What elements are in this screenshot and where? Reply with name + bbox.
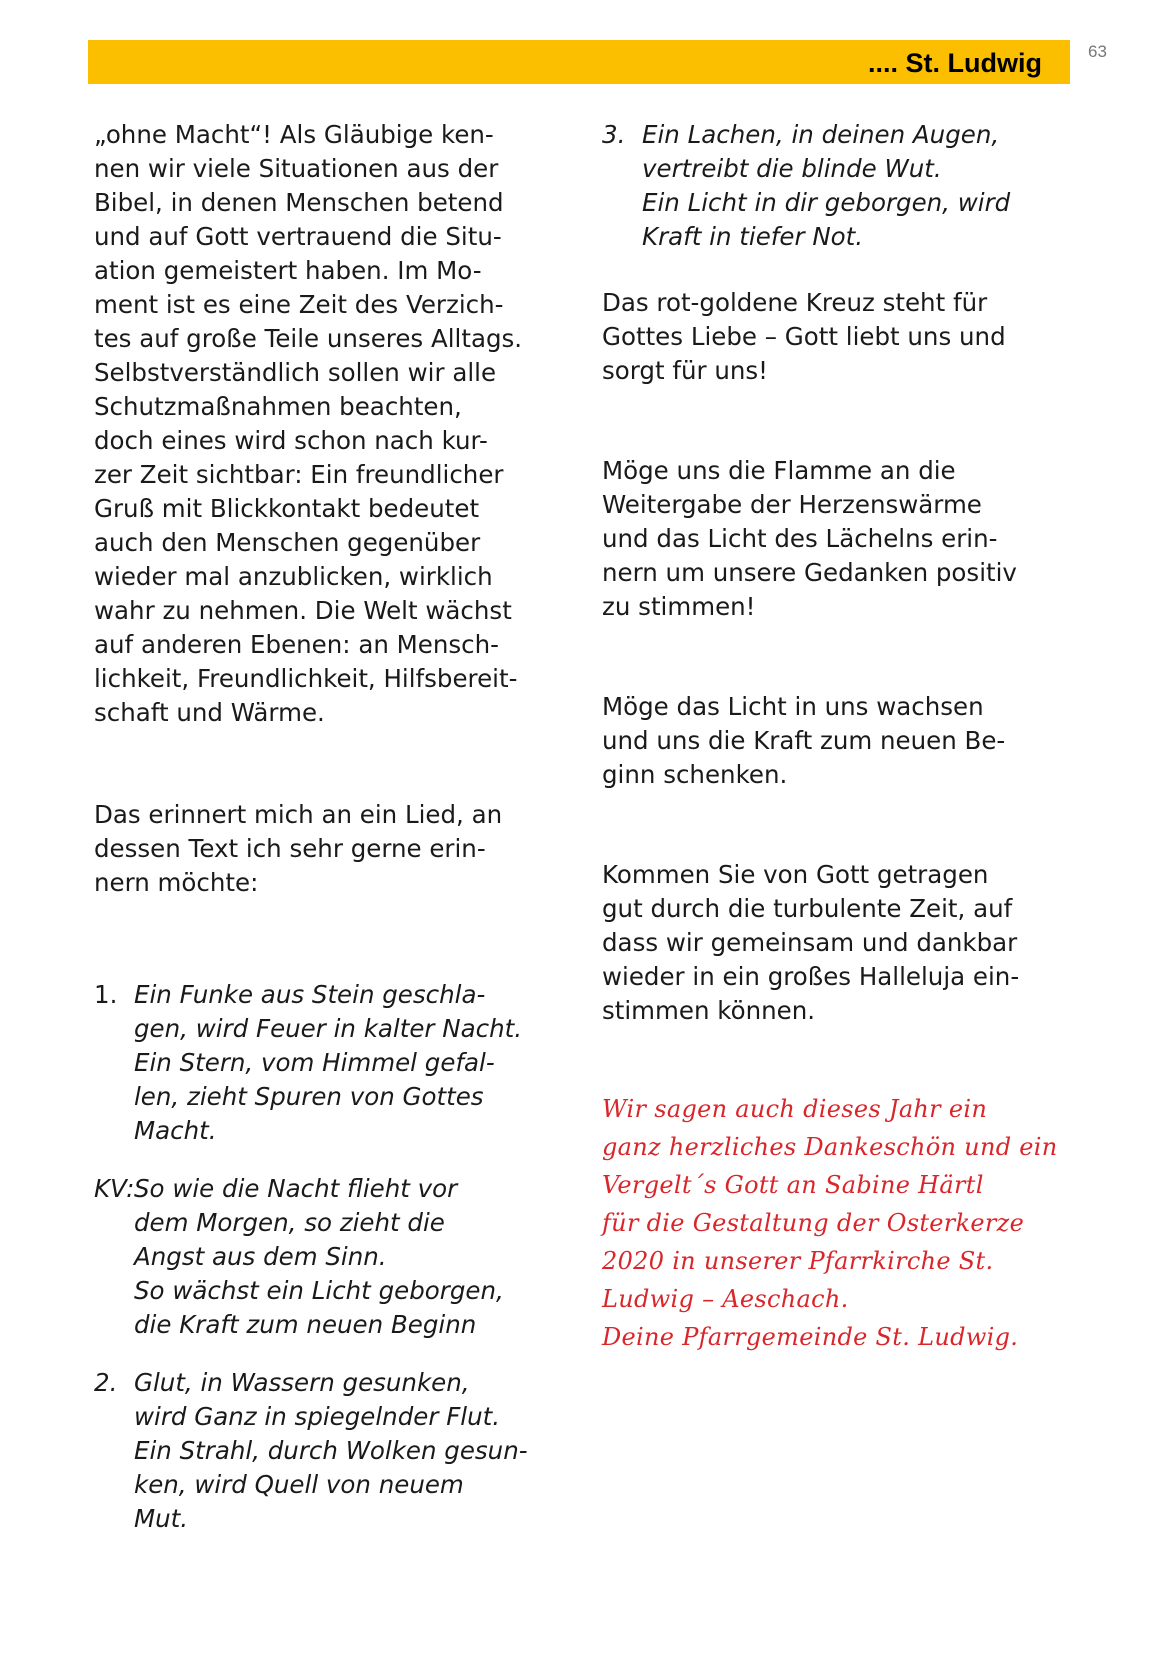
light-paragraph: Möge das Licht in uns wachsen und uns die Kraft zum neuen Be- ginn schenken. [602,692,1006,789]
verse-2-text: Glut, in Wassern gesunken, wird Ganz in spiegelnder Flut. Ein Strahl, durch Wolken gesun- ken, wird Quell von neuem Mut. [134,1368,528,1533]
verse-3-number: 3. [602,120,626,149]
refrain-label: KV: [94,1174,135,1203]
verse-3 [602,118,1072,254]
thanks-note: Wir sagen auch dieses Jahr ein ganz herzliches Dankeschön und ein Vergelt´s Gott an Sabine Härtl für die Gestaltung der Osterkerze 2020 in unserer Pfarrkirche St. Ludwig – Aeschach. Deine Pfarrgemeinde St. Ludwig. [602,1095,1058,1351]
left-column [94,118,564,1536]
verse-1-text: Ein Funke aus Stein geschla- gen, wird Feuer in kalter Nacht. Ein Stern, vom Himmel gefal- len, zieht Spuren von Gottes Macht. [134,980,523,1145]
verse-3-text: Ein Lachen, in deinen Augen, vertreibt die blinde Wut. Ein Licht in dir geborgen, wird Kraft in tiefer Not. [642,120,1011,251]
cross-paragraph: Das rot-goldene Kreuz steht für Gottes Liebe – Gott liebt uns und sorgt für uns! [602,288,1006,385]
header-bar [88,40,1070,84]
flame-paragraph: Möge uns die Flamme an die Weitergabe der Herzenswärme und das Licht des Lächelns erin- nern um unsere Gedanken positiv zu stimmen! [602,456,1017,621]
header-title: .... St. Ludwig [868,48,1042,78]
verse-1-number: 1. [94,980,118,1009]
verse-1 [94,978,564,1148]
page-number: 63 [1088,42,1107,61]
right-column [602,118,1072,1356]
song-intro-paragraph: Das erinnert mich an ein Lied, an dessen Text ich sehr gerne erin- nern möchte: [94,800,503,897]
verse-2-number: 2. [94,1368,118,1397]
blessing-paragraph: Kommen Sie von Gott getragen gut durch die turbulente Zeit, auf dass wir gemeinsam und dankbar wieder in ein großes Halleluja ein- stimmen können. [602,860,1020,1025]
refrain [94,1172,564,1342]
verse-2 [94,1366,564,1536]
refrain-text: So wie die Nacht flieht vor dem Morgen, so zieht die Angst aus dem Sinn. So wächst ein Licht geborgen, die Kraft zum neuen Beginn [134,1174,504,1339]
intro-paragraph: „ohne Macht“! Als Gläubige ken- nen wir viele Situationen aus der Bibel, in denen Menschen betend und auf Gott vertrauend die Situ- ation gemeistert haben. Im Mo- ment ist es eine Zeit des Verzich- tes auf große Teile unseres Alltags. Selbstverständlich sollen wir alle Schutzmaßnahmen beachten, doch eines wird schon nach kur- zer Zeit sichtbar: Ein freundlicher Gruß mit Blickkontakt bedeutet auch den Menschen gegenüber wieder mal anzublicken, wirklich wahr zu nehmen. Die Welt wächst auf anderen Ebenen: an Mensch- lichkeit, Freundlichkeit, Hilfsbereit- schaft und Wärme. [94,120,523,727]
